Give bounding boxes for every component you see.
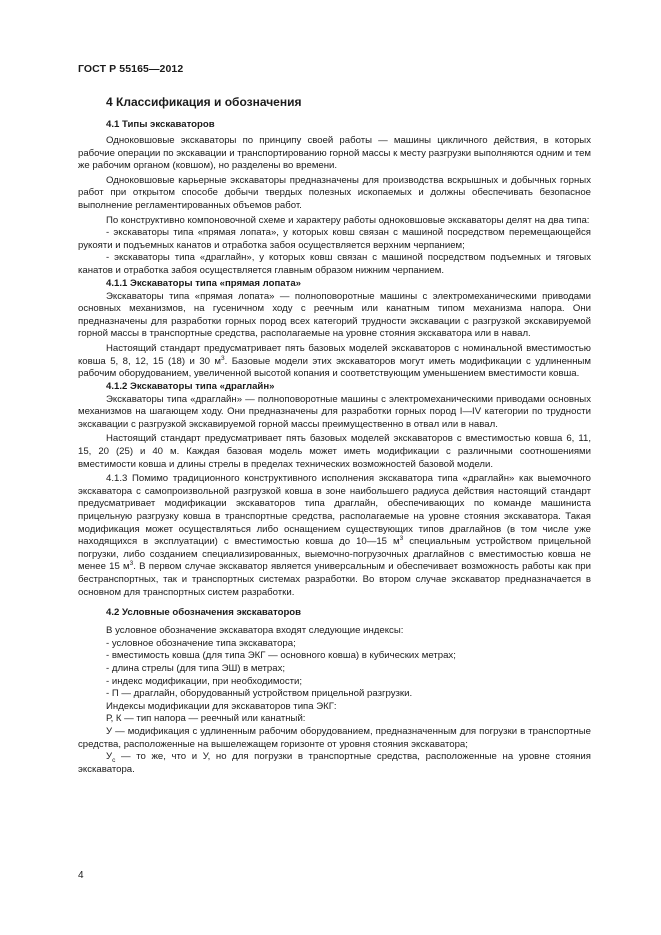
paragraph: Одноковшовые карьерные экскаваторы предназначены для производства вскрышных и добычных горных работ при открытом способе добычи твердых полезных ископаемых и должны обеспечивать безопасное выполнение регламентированных объемов работ. xyxy=(78,174,591,211)
paragraph: В условное обозначение экскаватора входят следующие индексы: xyxy=(106,625,404,637)
list-item: - П — драглайн, оборудованный устройством прицельной разгрузки. xyxy=(106,688,413,700)
subsection-4-1-2-title: 4.1.2 Экскаваторы типа «драглайн» xyxy=(106,380,275,392)
section-title: 4 Классификация и обозначения xyxy=(106,95,302,109)
list-item: - экскаваторы типа «драглайн», у которых ковш связан с машиной посредством подъемных и тяговых канатов и отработка забоя осуществляется главным образом нижним черпанием. xyxy=(78,252,591,276)
page-number: 4 xyxy=(78,870,84,881)
paragraph: Экскаваторы типа «драглайн» — полноповоротные машины с электромеханическими приводами основных механизмов на шагающем ходу. Они предназначены для разработки горных пород I—IV категории по трудности экскавации с разгрузкой экскавируемой горной массы преимущественно в отвал или в навал. xyxy=(78,393,591,430)
paragraph: 4.1.3 Помимо традиционного конструктивного исполнения экскаватора типа «драглайн» как выемочного экскаватора с самопроизвольной разгрузкой ковша в зоне наибольшего радиуса действия настоящий стандарт предусматривает модификации экскаваторов типа драглайн, обеспечивающих по команде машиниста прицельную разгрузку ковша в транспортные средства, располагаемые на уровне стояния экскаватора. Такая модификация может осуществляться либо оснащением существующих типов драглайнов (в том числе уже находящихся в эксплуатации) с вместимостью ковша до 10—15 $м^3$ специальным устройством прицельной погрузки, либо созданием специализированных, выемочно-погрузочных драглайнов с вместимостью ковша не менее 15 $м^3$. В первом случае экскаватор является универсальным и обеспечивает возможность работы как при бестранспортных, так и транспортных системах разработки. Во втором случае экскаватор предназначается в основном для транспортных систем разработки. xyxy=(78,473,591,598)
subsection-4-1-1-title: 4.1.1 Экскаваторы типа «прямая лопата» xyxy=(106,277,301,289)
paragraph: $У_с$ — то же, что и У, но для погрузки в транспортные средства, расположенные на уровне стояния экскаватора. xyxy=(78,751,591,775)
subsection-4-1-title: 4.1 Типы экскаваторов xyxy=(106,119,215,130)
paragraph: По конструктивно компоновочной схеме и характеру работы одноковшовые экскаваторы делят на два типа: xyxy=(106,214,590,226)
document-body xyxy=(78,94,591,776)
standard-header: ГОСТ Р 55165—2012 xyxy=(78,63,184,75)
list-item: - индекс модификации, при необходимости; xyxy=(106,675,303,687)
list-item: - экскаваторы типа «прямая лопата», у которых ковш связан с машиной посредством перемещающейся рукояти и подъемных канатов и отработка забоя осуществляется верхним черпанием; xyxy=(78,227,591,251)
paragraph: Индексы модификации для экскаваторов типа ЭКГ: xyxy=(106,700,337,712)
paragraph: Настоящий стандарт предусматривает пять базовых моделей экскаваторов с номинальной вместимостью ковша 5, 8, 12, 15 (18) и 30 $м^3$. Базовые модели этих экскаваторов могут иметь модификации с удлиненным рабочим оборудованием, увеличенной высотой копания и соответствующим уменьшением вместимости ковша. xyxy=(78,342,591,380)
list-item: - длина стрелы (для типа ЭШ) в метрах; xyxy=(106,662,286,674)
paragraph: Одноковшовые экскаваторы по принципу своей работы — машины цикличного действия, в которых рабочие операции по экскавации и транспортированию горной массы к месту разгрузки выполняются одним и тем же рабочим органом (ковшом), но разделены во времени. xyxy=(78,135,591,172)
subsection-4-2-title: 4.2 Условные обозначения экскаваторов xyxy=(106,607,302,619)
list-item: - вместимость ковша (для типа ЭКГ — основного ковша) в кубических метрах; xyxy=(106,650,456,662)
paragraph: Настоящий стандарт предусматривает пять базовых моделей экскаваторов с вместимостью ковша 6, 11, 15, 20 (25) и 40 м. Каждая базовая модель может иметь модификации с различными соотношениями вместимости ковша и длины стрелы в пределах технических возможностей базовой модели. xyxy=(78,433,591,470)
list-item: - условное обозначение типа экскаватора; xyxy=(106,637,296,649)
paragraph: Экскаваторы типа «прямая лопата» — полноповоротные машины с электромеханическими приводами основных механизмов, на гусеничном ходу с реечным или канатным типом механизма напора. Они предназначены для разработки горных пород всех категорий трудности экскавации с разгрузкой экскавируемой горной массы в транспортные средства, располагаемые на уровне стояния экскаватора или в навал. xyxy=(78,290,591,340)
paragraph: У — модификация с удлиненным рабочим оборудованием, предназначенным для погрузки в транспортные средства, расположенные на вышележащем горизонте от уровня стояния экскаватора; xyxy=(78,725,591,750)
paragraph: Р, К — тип напора — реечный или канатный: xyxy=(106,713,306,725)
